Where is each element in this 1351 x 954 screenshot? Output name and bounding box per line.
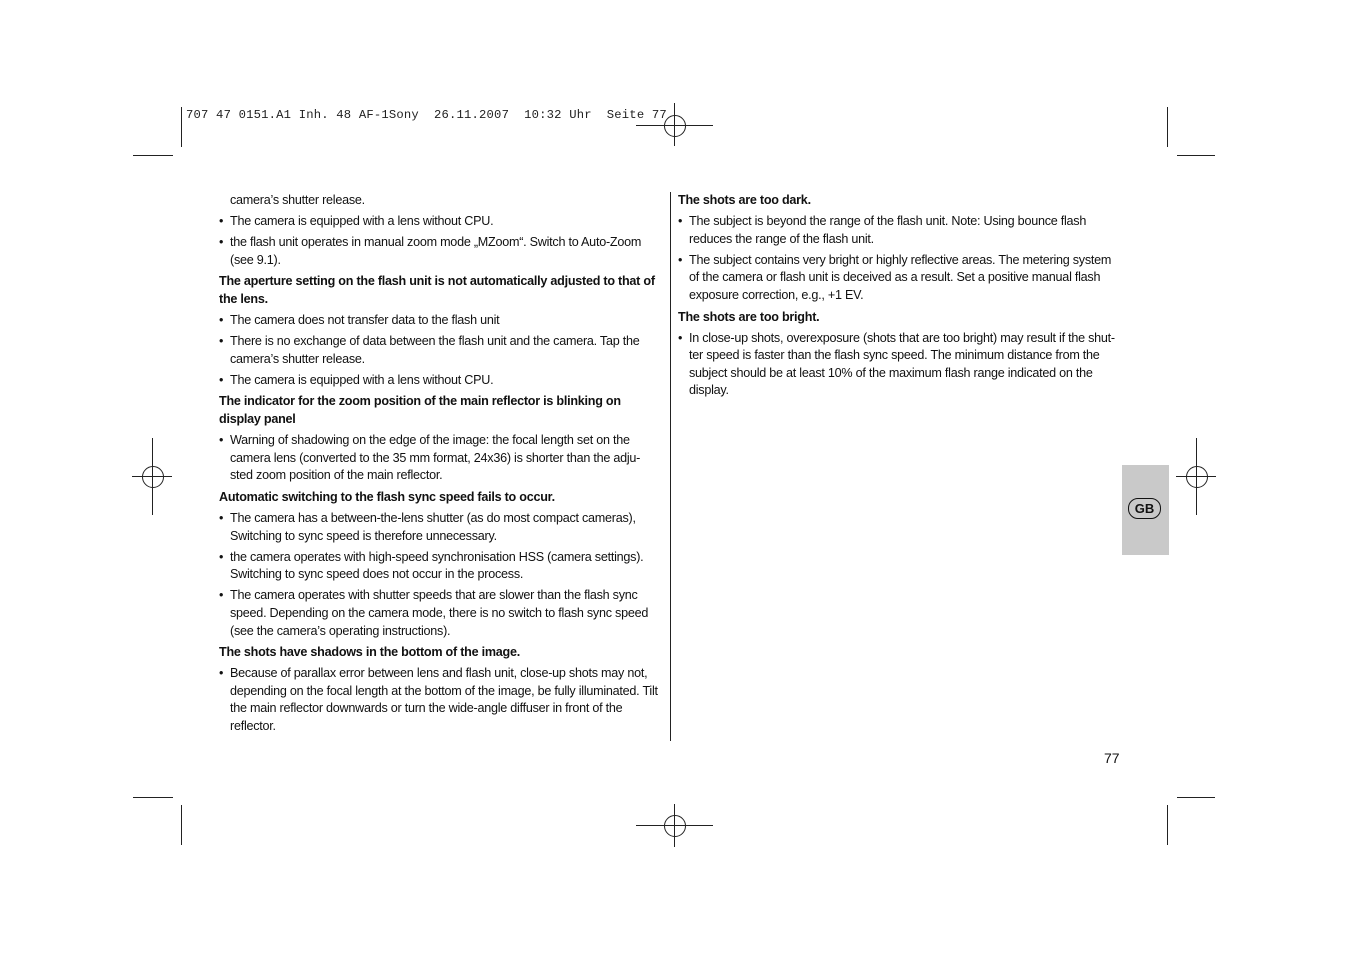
list-item: • The camera is equipped with a lens without CPU. <box>219 372 661 390</box>
list-item: • the flash unit operates in manual zoom mode „MZoom“. Switch to Auto-Zoom (see 9.1). <box>219 234 661 269</box>
list-item: • The camera does not transfer data to the flash unit <box>219 312 661 330</box>
bullet-list <box>219 312 661 389</box>
bullet-list <box>678 213 1124 304</box>
continuation-text: camera’s shutter release. <box>230 193 365 207</box>
list-item: • Warning of shadowing on the edge of the image: the focal length set on the camera lens (converted to the 35 mm format, 24x36) is shorter than the adju-sted zoom position of the main reflector. <box>219 432 661 485</box>
left-column <box>219 192 661 736</box>
list-item: • The subject contains very bright or highly reflective areas. The metering system of the camera or flash unit is deceived as a result. Set a positive manual flash exposure correction, e.g., +1 EV. <box>678 252 1124 305</box>
list-item: • the camera operates with high-speed synchronisation HSS (camera settings). Switching to sync speed does not occur in the process. <box>219 549 661 584</box>
print-header: 707 47 0151.A1 Inh. 48 AF-1Sony 26.11.2007 10:32 Uhr Seite 77 <box>186 108 667 122</box>
crop-mark-top-right-v <box>1167 107 1168 147</box>
list-item: • Because of parallax error between lens and flash unit, close-up shots may not, depending on the focal length at the bottom of the image, be fully illuminated. Tilt the main reflector downwards or turn the wide-angle diffuser in front of the reflector. <box>219 665 661 735</box>
right-column <box>678 192 1124 400</box>
crop-mark-bottom-left-v <box>181 805 182 845</box>
list-item: • In close-up shots, overexposure (shots that are too bright) may result if the shut-ter speed is faster than the flash sync speed. The minimum distance from the subject should be at least 10% of the maximum flash range indicated on the display. <box>678 330 1124 400</box>
list-item: • The camera operates with shutter speeds that are slower than the flash sync speed. Depending on the camera mode, there is no switch to flash sync speed (see the camera’s operating instructions). <box>219 587 661 640</box>
crop-mark-bottom-right-v <box>1167 805 1168 845</box>
bullet-list <box>219 213 661 269</box>
crop-mark-bottom-right-h <box>1177 797 1215 798</box>
section-heading-zoom-indicator: The indicator for the zoom position of the main reflector is blinking on display panel <box>219 394 621 427</box>
list-item: • The subject is beyond the range of the flash unit. Note: Using bounce flash reduces the range of the flash unit. <box>678 213 1124 248</box>
language-badge: GB <box>1128 498 1161 519</box>
bullet-list <box>678 330 1124 400</box>
section-heading-aperture: The aperture setting on the flash unit is not automatically adjusted to that of the lens. <box>219 274 655 306</box>
crop-mark-top-right-h <box>1177 155 1215 156</box>
section-heading-too-bright: The shots are too bright. <box>678 309 820 324</box>
bullet-list <box>219 432 661 485</box>
crop-mark-bottom-left-h <box>133 797 173 798</box>
language-tab <box>1122 465 1169 555</box>
column-divider <box>670 192 671 741</box>
crop-mark-top-left-v <box>181 107 182 147</box>
list-item: • There is no exchange of data between the flash unit and the camera. Tap the camera’s shutter release. <box>219 333 661 368</box>
crop-mark-top-left-h <box>133 155 173 156</box>
page-number: 77 <box>1104 750 1120 766</box>
list-item: • The camera has a between-the-lens shutter (as do most compact cameras), Switching to sync speed is therefore unnecessary. <box>219 510 661 545</box>
bullet-list <box>219 665 661 735</box>
section-heading-shadows: The shots have shadows in the bottom of the image. <box>219 645 520 660</box>
section-heading-sync-speed: Automatic switching to the flash sync speed fails to occur. <box>219 489 555 504</box>
bullet-list <box>219 510 661 640</box>
section-heading-too-dark: The shots are too dark. <box>678 193 811 207</box>
list-item: • The camera is equipped with a lens without CPU. <box>219 213 661 231</box>
